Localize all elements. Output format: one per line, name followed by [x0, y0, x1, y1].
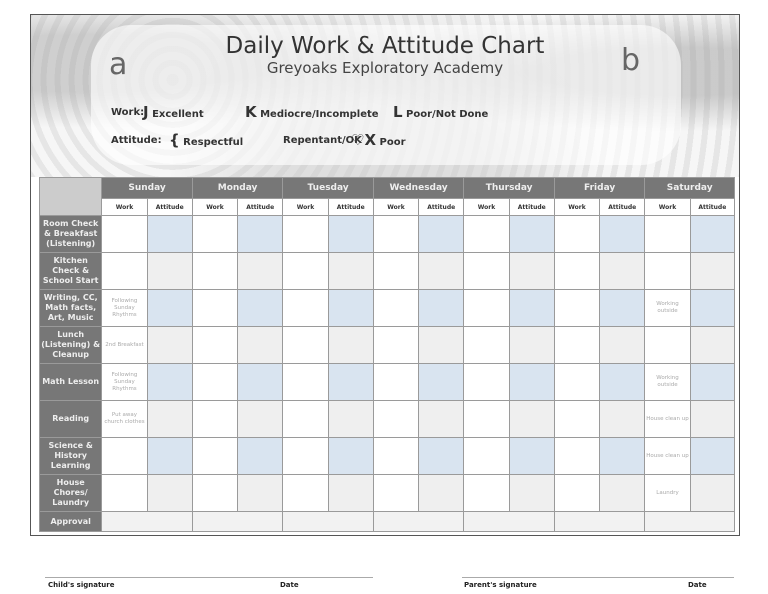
chart-sheet — [30, 14, 740, 536]
attitude-cell[interactable] — [600, 290, 645, 327]
attitude-subheader: Attitude — [238, 199, 283, 216]
cell-note: Laundry — [656, 489, 679, 496]
work-cell[interactable] — [464, 290, 509, 327]
work-subheader: Work — [192, 199, 237, 216]
work-cell[interactable] — [283, 253, 328, 290]
cell-note: House clean up — [646, 452, 689, 459]
work-cell[interactable] — [192, 327, 237, 364]
attitude-cell[interactable] — [600, 364, 645, 401]
attitude-cell[interactable] — [600, 475, 645, 512]
mediocre-symbol: K — [245, 103, 257, 121]
approval-cell[interactable] — [464, 512, 555, 532]
poor-attitude-text: Poor — [379, 137, 406, 148]
attitude-cell[interactable] — [147, 290, 192, 327]
row-label: Math Lesson — [40, 364, 102, 401]
poor-symbol: L — [393, 103, 403, 121]
work-cell[interactable] — [645, 475, 690, 512]
attitude-cell[interactable] — [238, 438, 283, 475]
attitude-cell[interactable] — [147, 364, 192, 401]
attitude-cell[interactable] — [328, 216, 373, 253]
schedule-body — [40, 216, 735, 532]
child-signature-label: Child's signature — [48, 581, 115, 589]
attitude-cell[interactable] — [690, 253, 734, 290]
child-date-label: Date — [280, 581, 299, 589]
attitude-subheader: Attitude — [690, 199, 734, 216]
row-label: Approval — [40, 512, 102, 532]
table-row — [40, 327, 735, 364]
attitude-legend-poor — [351, 131, 406, 149]
attitude-cell[interactable] — [509, 438, 554, 475]
attitude-cell[interactable] — [419, 364, 464, 401]
attitude-cell[interactable] — [600, 327, 645, 364]
attitude-cell[interactable] — [238, 364, 283, 401]
attitude-cell[interactable] — [419, 401, 464, 438]
work-legend-label: Work: — [111, 107, 145, 118]
page-title: Daily Work & Attitude Chart — [225, 33, 545, 59]
work-cell[interactable] — [645, 401, 690, 438]
work-cell[interactable] — [192, 475, 237, 512]
page-subtitle: Greyoaks Exploratory Academy — [266, 59, 504, 77]
work-cell[interactable] — [283, 438, 328, 475]
work-cell[interactable] — [464, 438, 509, 475]
attitude-cell[interactable] — [600, 253, 645, 290]
table-row — [40, 216, 735, 253]
work-cell[interactable] — [464, 401, 509, 438]
work-cell[interactable] — [645, 253, 690, 290]
attitude-cell[interactable] — [328, 475, 373, 512]
approval-cell[interactable] — [192, 512, 283, 532]
attitude-subheader: Attitude — [147, 199, 192, 216]
attitude-cell[interactable] — [147, 475, 192, 512]
work-cell[interactable] — [192, 364, 237, 401]
work-subheader: Work — [102, 199, 147, 216]
work-cell[interactable] — [283, 327, 328, 364]
approval-cell[interactable] — [554, 512, 645, 532]
attitude-cell[interactable] — [509, 290, 554, 327]
day-header: Wednesday — [373, 178, 464, 199]
attitude-cell[interactable] — [690, 438, 734, 475]
attitude-subheader: Attitude — [328, 199, 373, 216]
work-cell[interactable] — [102, 438, 147, 475]
work-cell[interactable] — [373, 216, 418, 253]
excellent-text: Excellent — [152, 109, 204, 120]
attitude-cell[interactable] — [328, 327, 373, 364]
cell-note: Following Sunday Rhythms — [111, 297, 138, 318]
work-cell[interactable] — [373, 475, 418, 512]
day-header: Tuesday — [283, 178, 374, 199]
cell-note: Working outside — [656, 301, 679, 314]
attitude-cell[interactable] — [147, 438, 192, 475]
attitude-cell[interactable] — [328, 438, 373, 475]
attitude-cell[interactable] — [328, 401, 373, 438]
child-signature-line[interactable] — [45, 577, 373, 578]
attitude-cell[interactable] — [600, 216, 645, 253]
day-header: Sunday — [102, 178, 193, 199]
work-cell[interactable] — [373, 290, 418, 327]
attitude-cell[interactable] — [690, 401, 734, 438]
work-cell[interactable] — [102, 401, 147, 438]
table-row — [40, 512, 735, 532]
row-label: Science & History Learning — [40, 438, 102, 475]
attitude-cell[interactable] — [328, 290, 373, 327]
work-cell[interactable] — [102, 290, 147, 327]
cell-note: House clean up — [646, 415, 689, 422]
approval-cell[interactable] — [283, 512, 374, 532]
row-label: House Chores/ Laundry — [40, 475, 102, 512]
work-subheader: Work — [645, 199, 690, 216]
attitude-cell[interactable] — [328, 364, 373, 401]
attitude-cell[interactable] — [690, 475, 734, 512]
work-cell[interactable] — [102, 475, 147, 512]
mediocre-text: Mediocre/Incomplete — [260, 109, 379, 120]
table-row — [40, 364, 735, 401]
attitude-cell[interactable] — [147, 216, 192, 253]
work-cell[interactable] — [192, 438, 237, 475]
work-cell[interactable] — [464, 475, 509, 512]
work-cell[interactable] — [464, 253, 509, 290]
attitude-cell[interactable] — [147, 327, 192, 364]
work-cell[interactable] — [373, 438, 418, 475]
day-header-row — [40, 178, 735, 199]
attitude-cell[interactable] — [419, 327, 464, 364]
work-cell[interactable] — [554, 327, 599, 364]
cell-note: Put away church clothes — [104, 412, 145, 425]
work-cell[interactable] — [192, 290, 237, 327]
work-cell[interactable] — [102, 327, 147, 364]
work-cell[interactable] — [554, 253, 599, 290]
corner-letter-right: b — [621, 43, 641, 78]
table-row — [40, 438, 735, 475]
day-header: Thursday — [464, 178, 555, 199]
work-cell[interactable] — [554, 401, 599, 438]
work-cell[interactable] — [554, 216, 599, 253]
work-cell[interactable] — [283, 364, 328, 401]
attitude-legend-respectful — [169, 131, 243, 149]
attitude-cell[interactable] — [419, 216, 464, 253]
attitude-legend-label: Attitude: — [111, 135, 162, 146]
parent-date-label: Date — [688, 581, 707, 589]
work-cell[interactable] — [373, 253, 418, 290]
work-legend-excellent — [143, 103, 204, 121]
repentant-text: Repentant/OK — [283, 135, 362, 146]
cell-note: 2nd Breakfast — [105, 341, 144, 348]
work-cell[interactable] — [192, 401, 237, 438]
work-cell[interactable] — [283, 475, 328, 512]
work-cell[interactable] — [283, 290, 328, 327]
row-label: Room Check & Breakfast (Listening) — [40, 216, 102, 253]
attitude-cell[interactable] — [147, 401, 192, 438]
day-header: Monday — [192, 178, 283, 199]
subheader-row — [40, 199, 735, 216]
approval-cell[interactable] — [102, 512, 193, 532]
cell-note: Following Sunday Rhythms — [111, 371, 138, 392]
attitude-cell[interactable] — [238, 253, 283, 290]
attitude-cell[interactable] — [690, 290, 734, 327]
attitude-cell[interactable] — [419, 290, 464, 327]
work-cell[interactable] — [554, 438, 599, 475]
approval-cell[interactable] — [645, 512, 735, 532]
table-row — [40, 290, 735, 327]
row-label: Writing, CC, Math facts, Art, Music — [40, 290, 102, 327]
work-cell[interactable] — [283, 401, 328, 438]
work-legend-poor — [393, 103, 488, 121]
work-cell[interactable] — [102, 364, 147, 401]
work-subheader: Work — [554, 199, 599, 216]
respectful-symbol: { — [169, 131, 180, 149]
schedule-table — [39, 177, 735, 532]
work-cell[interactable] — [464, 216, 509, 253]
attitude-cell[interactable] — [600, 438, 645, 475]
work-cell[interactable] — [554, 475, 599, 512]
attitude-cell[interactable] — [328, 253, 373, 290]
day-header: Friday — [554, 178, 645, 199]
table-row — [40, 253, 735, 290]
attitude-cell[interactable] — [238, 401, 283, 438]
work-subheader: Work — [464, 199, 509, 216]
work-cell[interactable] — [192, 216, 237, 253]
work-cell[interactable] — [192, 253, 237, 290]
table-row — [40, 475, 735, 512]
poor-attitude-symbol: ♡X — [351, 131, 377, 149]
table-corner — [40, 178, 102, 216]
work-cell[interactable] — [373, 327, 418, 364]
attitude-cell[interactable] — [238, 475, 283, 512]
day-header: Saturday — [645, 178, 735, 199]
attitude-cell[interactable] — [690, 216, 734, 253]
work-legend-mediocre — [245, 103, 379, 121]
work-cell[interactable] — [645, 327, 690, 364]
attitude-cell[interactable] — [238, 327, 283, 364]
row-label: Reading — [40, 401, 102, 438]
work-cell[interactable] — [554, 290, 599, 327]
attitude-cell[interactable] — [419, 438, 464, 475]
work-cell[interactable] — [373, 364, 418, 401]
work-cell[interactable] — [283, 216, 328, 253]
work-cell[interactable] — [645, 438, 690, 475]
parent-signature-label: Parent's signature — [464, 581, 537, 589]
attitude-cell[interactable] — [509, 364, 554, 401]
attitude-subheader: Attitude — [509, 199, 554, 216]
attitude-cell[interactable] — [690, 327, 734, 364]
approval-cell[interactable] — [373, 512, 464, 532]
attitude-cell[interactable] — [238, 290, 283, 327]
attitude-cell[interactable] — [509, 253, 554, 290]
attitude-subheader: Attitude — [600, 199, 645, 216]
row-label: Lunch (Listening) & Cleanup — [40, 327, 102, 364]
work-cell[interactable] — [464, 327, 509, 364]
cell-note: Working outside — [656, 375, 679, 388]
poor-text: Poor/Not Done — [406, 109, 489, 120]
parent-signature-line[interactable] — [462, 577, 734, 578]
attitude-subheader: Attitude — [419, 199, 464, 216]
attitude-cell[interactable] — [419, 253, 464, 290]
attitude-cell[interactable] — [600, 401, 645, 438]
attitude-cell[interactable] — [147, 253, 192, 290]
attitude-cell[interactable] — [419, 475, 464, 512]
attitude-cell[interactable] — [509, 327, 554, 364]
work-subheader: Work — [373, 199, 418, 216]
work-cell[interactable] — [645, 290, 690, 327]
row-label: Kitchen Check & School Start — [40, 253, 102, 290]
excellent-symbol: J — [143, 103, 149, 121]
attitude-cell[interactable] — [509, 216, 554, 253]
work-cell[interactable] — [373, 401, 418, 438]
table-row — [40, 401, 735, 438]
work-cell[interactable] — [554, 364, 599, 401]
attitude-cell[interactable] — [238, 216, 283, 253]
respectful-text: Respectful — [183, 137, 244, 148]
work-cell[interactable] — [645, 216, 690, 253]
work-cell[interactable] — [645, 364, 690, 401]
work-cell[interactable] — [102, 216, 147, 253]
attitude-cell[interactable] — [509, 401, 554, 438]
work-cell[interactable] — [464, 364, 509, 401]
attitude-cell[interactable] — [690, 364, 734, 401]
work-subheader: Work — [283, 199, 328, 216]
attitude-cell[interactable] — [509, 475, 554, 512]
work-cell[interactable] — [102, 253, 147, 290]
corner-letter-left: a — [109, 47, 128, 82]
